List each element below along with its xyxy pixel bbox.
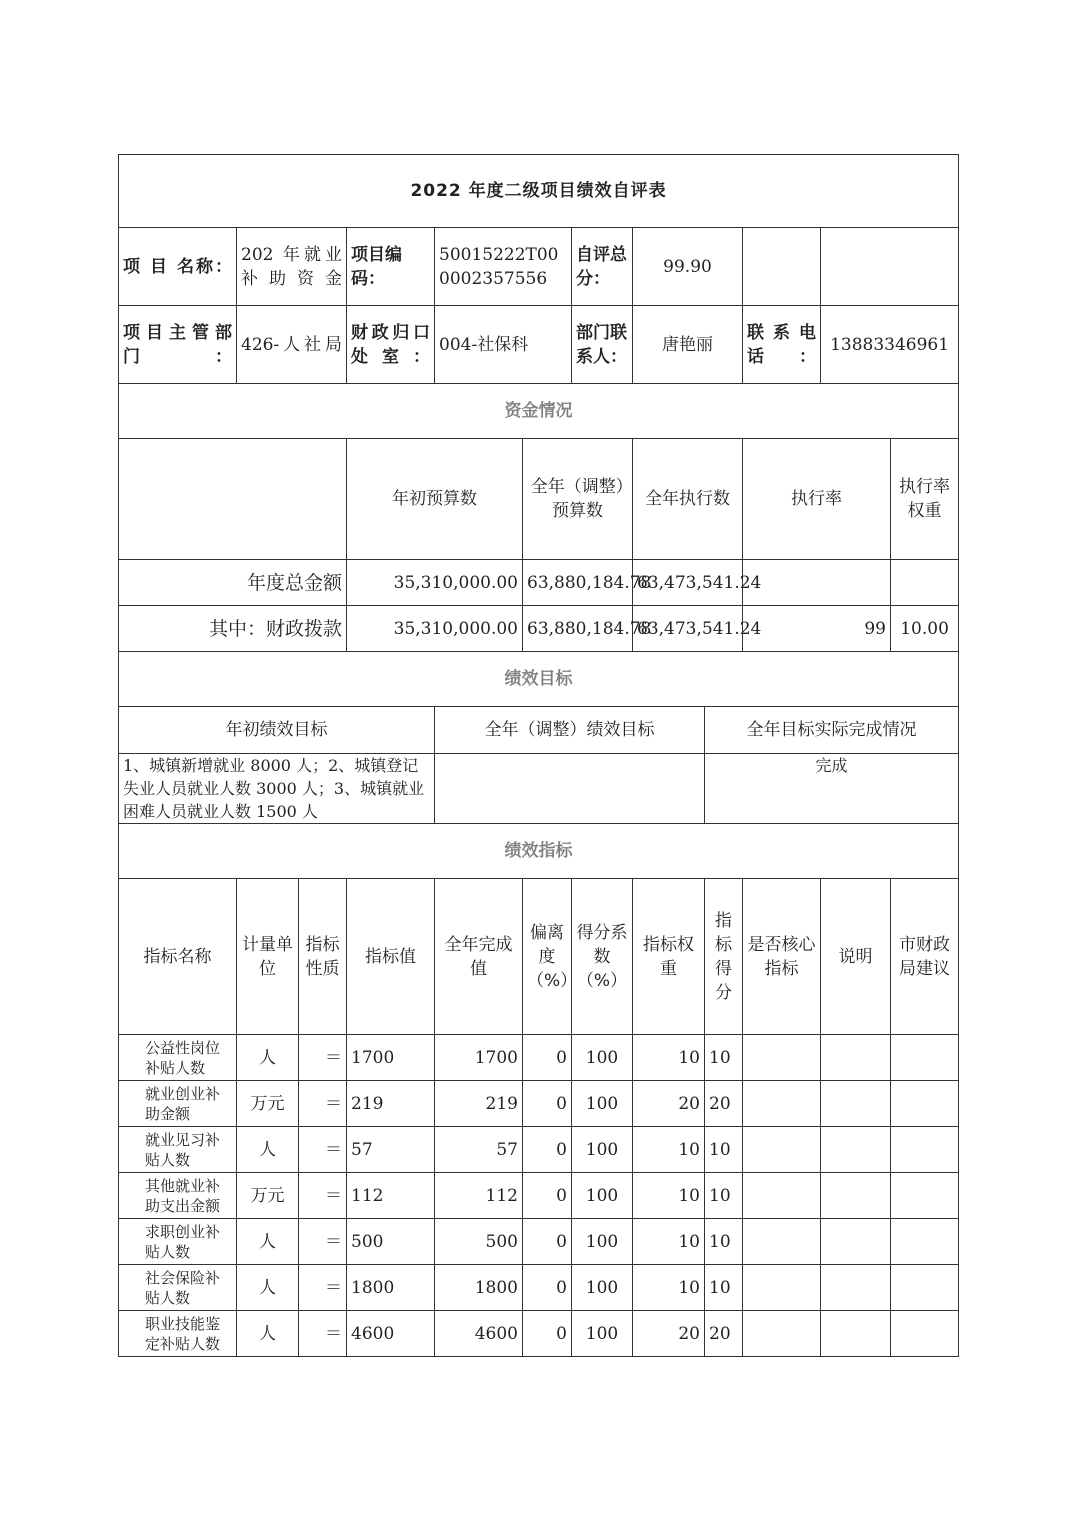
ind-header-score: 指标得分 (705, 879, 743, 1035)
ind-name: 公益性岗位补贴人数 (119, 1035, 237, 1081)
ind-weight: 20 (633, 1311, 705, 1357)
ind-suggestion (891, 1127, 959, 1173)
project-code-label: 项目编码： (347, 228, 435, 306)
ind-core (743, 1127, 821, 1173)
ind-suggestion (891, 1265, 959, 1311)
ind-deviation: 0 (523, 1035, 572, 1081)
ind-weight: 10 (633, 1265, 705, 1311)
goals-actual-text: 完成 (705, 754, 959, 824)
funds-header-weight: 执行率权重 (891, 439, 959, 560)
ind-note (821, 1173, 891, 1219)
funds-row-adjusted: 63,880,184.78 (523, 606, 633, 652)
funds-header-adjusted: 全年（调整）预算数 (523, 439, 633, 560)
ind-deviation: 0 (523, 1081, 572, 1127)
ind-unit: 人 (237, 1311, 299, 1357)
ind-score: 20 (705, 1081, 743, 1127)
project-code-value: 50015222T000002357556 (435, 228, 572, 306)
ind-unit: 万元 (237, 1081, 299, 1127)
goals-header-initial: 年初绩效目标 (119, 707, 435, 754)
ind-weight: 10 (633, 1035, 705, 1081)
ind-unit: 万元 (237, 1173, 299, 1219)
ind-header-core: 是否核心指标 (743, 879, 821, 1035)
ind-coefficient: 100 (572, 1219, 633, 1265)
fin-office-label: 财政归口处室： (347, 306, 435, 384)
ind-note (821, 1265, 891, 1311)
ind-weight: 10 (633, 1173, 705, 1219)
ind-coefficient: 100 (572, 1265, 633, 1311)
ind-coefficient: 100 (572, 1311, 633, 1357)
ind-target: 4600 (347, 1311, 435, 1357)
dept-label: 项目主管部门： (119, 306, 237, 384)
funds-row-initial: 35,310,000.00 (347, 606, 523, 652)
ind-nature: ＝ (299, 1311, 347, 1357)
ind-target: 1700 (347, 1035, 435, 1081)
ind-unit: 人 (237, 1127, 299, 1173)
empty-cell (119, 439, 347, 560)
funds-row-rate: 99 (743, 606, 891, 652)
self-score-label: 自评总分： (572, 228, 633, 306)
empty-cell (743, 228, 821, 306)
ind-deviation: 0 (523, 1311, 572, 1357)
ind-actual: 1700 (435, 1035, 523, 1081)
ind-header-deviation: 偏离度（%） (523, 879, 572, 1035)
ind-note (821, 1081, 891, 1127)
empty-cell (821, 228, 959, 306)
goals-adjusted-text (435, 754, 705, 824)
ind-target: 1800 (347, 1265, 435, 1311)
indicator-row (119, 1127, 959, 1173)
ind-suggestion (891, 1035, 959, 1081)
funds-header-rate: 执行率 (743, 439, 891, 560)
phone-label: 联 系 电话： (743, 306, 821, 384)
ind-target: 500 (347, 1219, 435, 1265)
indicator-row (119, 1265, 959, 1311)
ind-header-actual: 全年完成值 (435, 879, 523, 1035)
ind-header-weight: 指标权重 (633, 879, 705, 1035)
ind-core (743, 1311, 821, 1357)
self-score-value: 99.90 (633, 228, 743, 306)
ind-nature: ＝ (299, 1173, 347, 1219)
ind-core (743, 1035, 821, 1081)
ind-header-note: 说明 (821, 879, 891, 1035)
ind-coefficient: 100 (572, 1127, 633, 1173)
ind-deviation: 0 (523, 1219, 572, 1265)
ind-coefficient: 100 (572, 1081, 633, 1127)
ind-actual: 112 (435, 1173, 523, 1219)
ind-suggestion (891, 1219, 959, 1265)
funds-section-title: 资金情况 (119, 384, 959, 439)
indicators-section-title: 绩效指标 (119, 824, 959, 879)
ind-score: 10 (705, 1127, 743, 1173)
funds-row-label: 其中：财政拨款 (119, 606, 347, 652)
ind-target: 57 (347, 1127, 435, 1173)
goals-section-title: 绩效目标 (119, 652, 959, 707)
ind-actual: 500 (435, 1219, 523, 1265)
funds-row-initial: 35,310,000.00 (347, 560, 523, 606)
ind-nature: ＝ (299, 1219, 347, 1265)
funds-row-rate (743, 560, 891, 606)
ind-score: 20 (705, 1311, 743, 1357)
ind-score: 10 (705, 1265, 743, 1311)
ind-core (743, 1081, 821, 1127)
ind-core (743, 1265, 821, 1311)
ind-name: 就业创业补助金额 (119, 1081, 237, 1127)
ind-suggestion (891, 1311, 959, 1357)
ind-header-coefficient: 得分系数（%） (572, 879, 633, 1035)
contact-value: 唐艳丽 (633, 306, 743, 384)
ind-actual: 57 (435, 1127, 523, 1173)
ind-core (743, 1219, 821, 1265)
ind-weight: 10 (633, 1219, 705, 1265)
ind-note (821, 1127, 891, 1173)
ind-header-nature: 指标性质 (299, 879, 347, 1035)
ind-note (821, 1311, 891, 1357)
fin-office-value: 004-社保科 (435, 306, 572, 384)
ind-suggestion (891, 1081, 959, 1127)
dept-value: 426-人社局 (237, 306, 347, 384)
ind-target: 219 (347, 1081, 435, 1127)
funds-row-weight: 10.00 (891, 606, 959, 652)
ind-deviation: 0 (523, 1127, 572, 1173)
ind-deviation: 0 (523, 1265, 572, 1311)
ind-weight: 20 (633, 1081, 705, 1127)
ind-unit: 人 (237, 1265, 299, 1311)
indicator-row (119, 1173, 959, 1219)
ind-weight: 10 (633, 1127, 705, 1173)
ind-header-name: 指标名称 (119, 879, 237, 1035)
ind-deviation: 0 (523, 1173, 572, 1219)
goals-header-adjusted: 全年（调整）绩效目标 (435, 707, 705, 754)
funds-row-executed: 63,473,541.24 (633, 560, 743, 606)
ind-note (821, 1219, 891, 1265)
ind-nature: ＝ (299, 1265, 347, 1311)
contact-label: 部门联系人： (572, 306, 633, 384)
ind-header-suggestion: 市财政局建议 (891, 879, 959, 1035)
indicator-row (119, 1311, 959, 1357)
ind-actual: 1800 (435, 1265, 523, 1311)
ind-header-unit: 计量单位 (237, 879, 299, 1035)
ind-nature: ＝ (299, 1127, 347, 1173)
funds-row-executed: 63,473,541.24 (633, 606, 743, 652)
ind-nature: ＝ (299, 1081, 347, 1127)
self-evaluation-form (118, 154, 959, 1357)
ind-name: 就业见习补贴人数 (119, 1127, 237, 1173)
funds-row-adjusted: 63,880,184.78 (523, 560, 633, 606)
goals-header-actual: 全年目标实际完成情况 (705, 707, 959, 754)
ind-header-target: 指标值 (347, 879, 435, 1035)
ind-unit: 人 (237, 1035, 299, 1081)
indicator-row (119, 1035, 959, 1081)
funds-row-weight (891, 560, 959, 606)
funds-header-initial: 年初预算数 (347, 439, 523, 560)
funds-row-label: 年度总金额 (119, 560, 347, 606)
funds-header-executed: 全年执行数 (633, 439, 743, 560)
project-name-label: 项 目 名称： (119, 228, 237, 306)
ind-score: 10 (705, 1035, 743, 1081)
ind-core (743, 1173, 821, 1219)
project-name-value: 202 年就业补助资金 (237, 228, 347, 306)
ind-name: 职业技能鉴定补贴人数 (119, 1311, 237, 1357)
ind-target: 112 (347, 1173, 435, 1219)
ind-nature: ＝ (299, 1035, 347, 1081)
form-title: 2022 年度二级项目绩效自评表 (119, 155, 959, 228)
ind-coefficient: 100 (572, 1173, 633, 1219)
ind-score: 10 (705, 1173, 743, 1219)
ind-suggestion (891, 1173, 959, 1219)
indicator-row (119, 1081, 959, 1127)
ind-actual: 4600 (435, 1311, 523, 1357)
ind-unit: 人 (237, 1219, 299, 1265)
ind-name: 求职创业补贴人数 (119, 1219, 237, 1265)
ind-name: 其他就业补助支出金额 (119, 1173, 237, 1219)
goals-initial-text: 1、城镇新增就业 8000 人；2、城镇登记失业人员就业人数 3000 人；3、城镇就业困难人员就业人数 1500 人 (119, 754, 435, 824)
ind-actual: 219 (435, 1081, 523, 1127)
ind-coefficient: 100 (572, 1035, 633, 1081)
phone-value: 13883346961 (821, 306, 959, 384)
ind-name: 社会保险补贴人数 (119, 1265, 237, 1311)
ind-note (821, 1035, 891, 1081)
ind-score: 10 (705, 1219, 743, 1265)
indicator-row (119, 1219, 959, 1265)
